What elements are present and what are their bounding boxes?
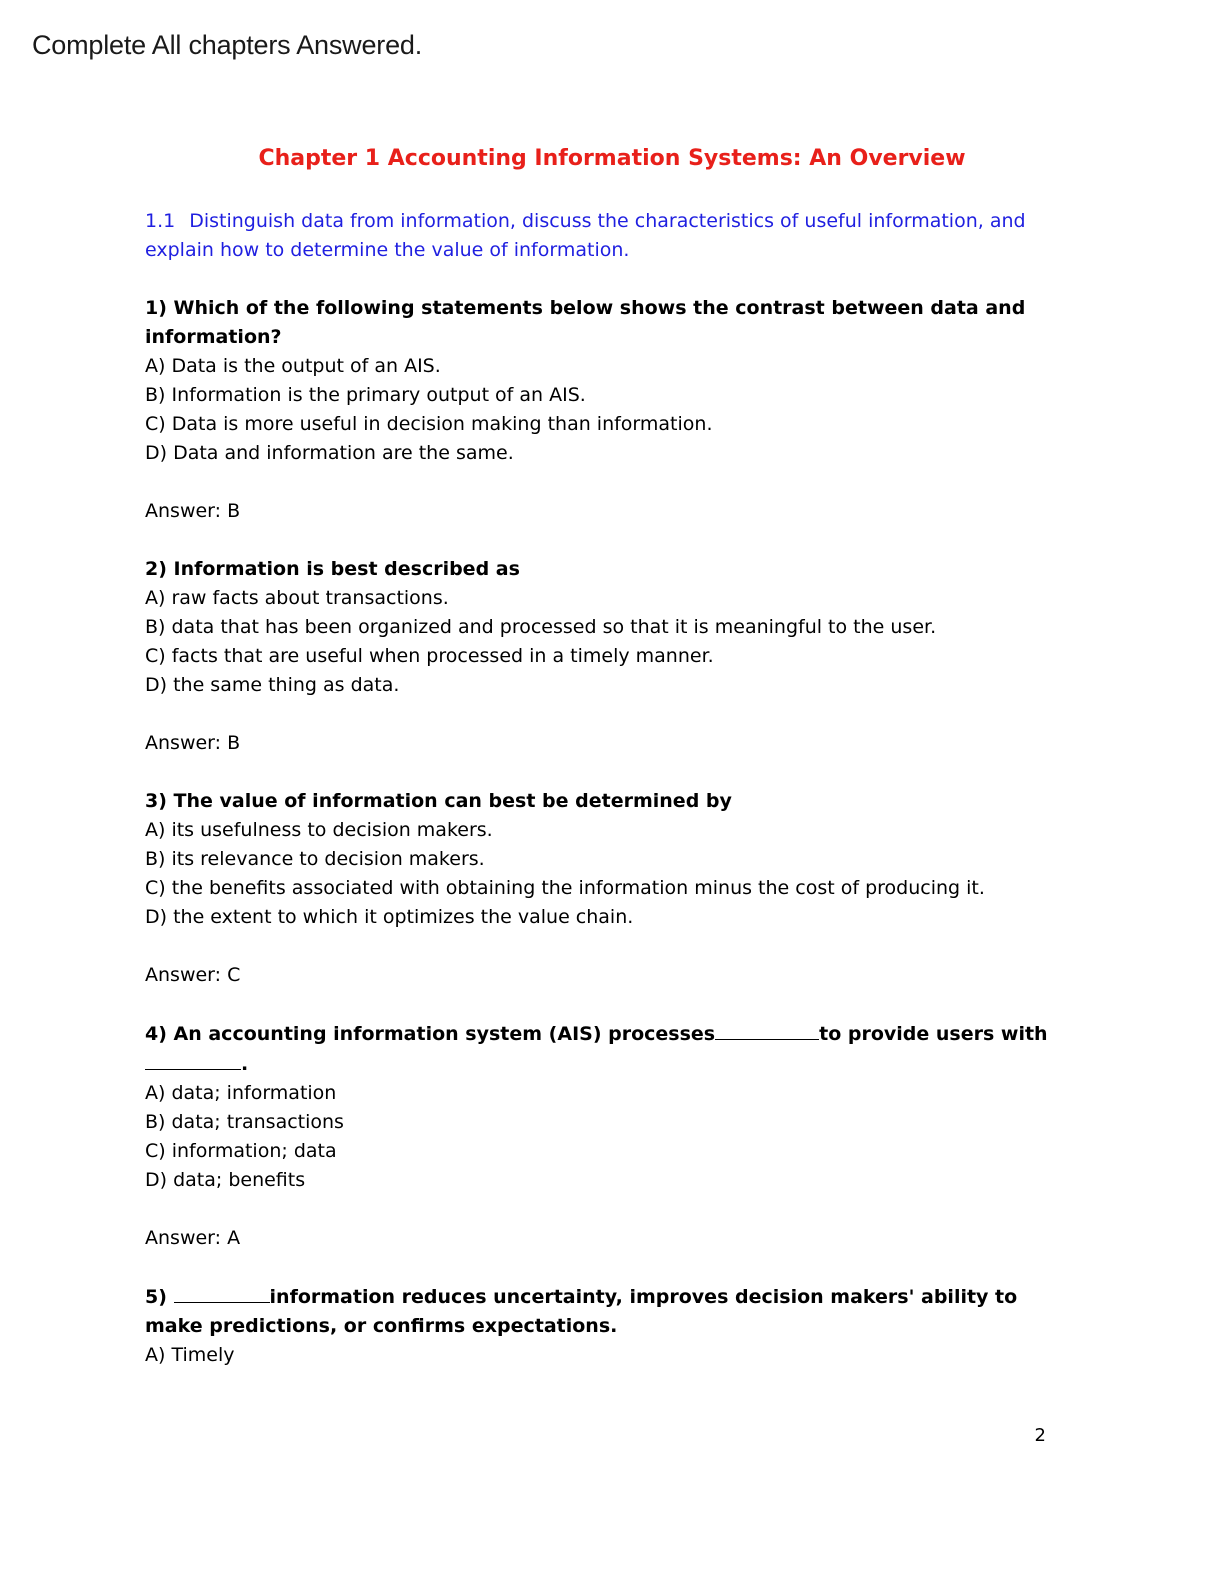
- fill-in-blank: [715, 1019, 819, 1040]
- question-text-part: information reduces uncertainty, improves decision makers' ability to make predictions, or confirms expectations.: [145, 1286, 1018, 1337]
- option: B) its relevance to decision makers.: [145, 848, 485, 870]
- answer-line: Answer: B: [145, 732, 241, 754]
- question-text: 1) Which of the following statements below shows the contrast between data and information?: [145, 297, 1026, 348]
- document-banner: Complete All chapters Answered.: [32, 30, 423, 60]
- fill-in-blank: [145, 1049, 241, 1070]
- option: C) facts that are useful when processed in a timely manner.: [145, 645, 714, 667]
- option: D) Data and information are the same.: [145, 442, 514, 464]
- objective-text: Distinguish data from information, discuss the characteristics of useful information, and explain how to determine the value of information.: [145, 210, 1026, 261]
- option: A) Timely: [145, 1344, 235, 1366]
- option: B) data; transactions: [145, 1111, 344, 1133]
- question-text-part: to provide users with: [819, 1023, 1048, 1045]
- option: B) data that has been organized and processed so that it is meaningful to the user.: [145, 616, 937, 638]
- objective-number: 1.1: [145, 210, 176, 232]
- option: D) the extent to which it optimizes the value chain.: [145, 906, 634, 928]
- document-body: [145, 207, 1065, 1399]
- answer-line: Answer: A: [145, 1227, 241, 1249]
- question-text-part: 4) An accounting information system (AIS) processes: [145, 1023, 716, 1045]
- option: D) the same thing as data.: [145, 674, 400, 696]
- question-text: 3) The value of information can best be determined by: [145, 790, 732, 812]
- fill-in-blank: [174, 1282, 270, 1303]
- question-text: [145, 1282, 1065, 1341]
- option: D) data; benefits: [145, 1169, 306, 1191]
- option: A) its usefulness to decision makers.: [145, 819, 493, 841]
- question-1: [145, 294, 1065, 526]
- option: C) Data is more useful in decision making than information.: [145, 413, 713, 435]
- question-text: 2) Information is best described as: [145, 558, 520, 580]
- option: A) Data is the output of an AIS.: [145, 355, 441, 377]
- question-5: [145, 1282, 1065, 1370]
- page-number: 2: [1034, 1425, 1046, 1446]
- question-3: [145, 787, 1065, 990]
- chapter-title: Chapter 1 Accounting Information Systems: An Overview: [258, 146, 966, 171]
- question-4: [145, 1019, 1065, 1253]
- question-text: [145, 1019, 1065, 1079]
- question-2: [145, 555, 1065, 758]
- learning-objective: [145, 207, 1065, 265]
- option: C) the benefits associated with obtaining the information minus the cost of producing it.: [145, 877, 985, 899]
- option: C) information; data: [145, 1140, 337, 1162]
- option: A) data; information: [145, 1082, 337, 1104]
- question-text-part: .: [241, 1053, 249, 1075]
- question-text-part: 5): [145, 1286, 167, 1308]
- answer-line: Answer: B: [145, 500, 241, 522]
- option: A) raw facts about transactions.: [145, 587, 449, 609]
- option: B) Information is the primary output of an AIS.: [145, 384, 586, 406]
- answer-line: Answer: C: [145, 964, 241, 986]
